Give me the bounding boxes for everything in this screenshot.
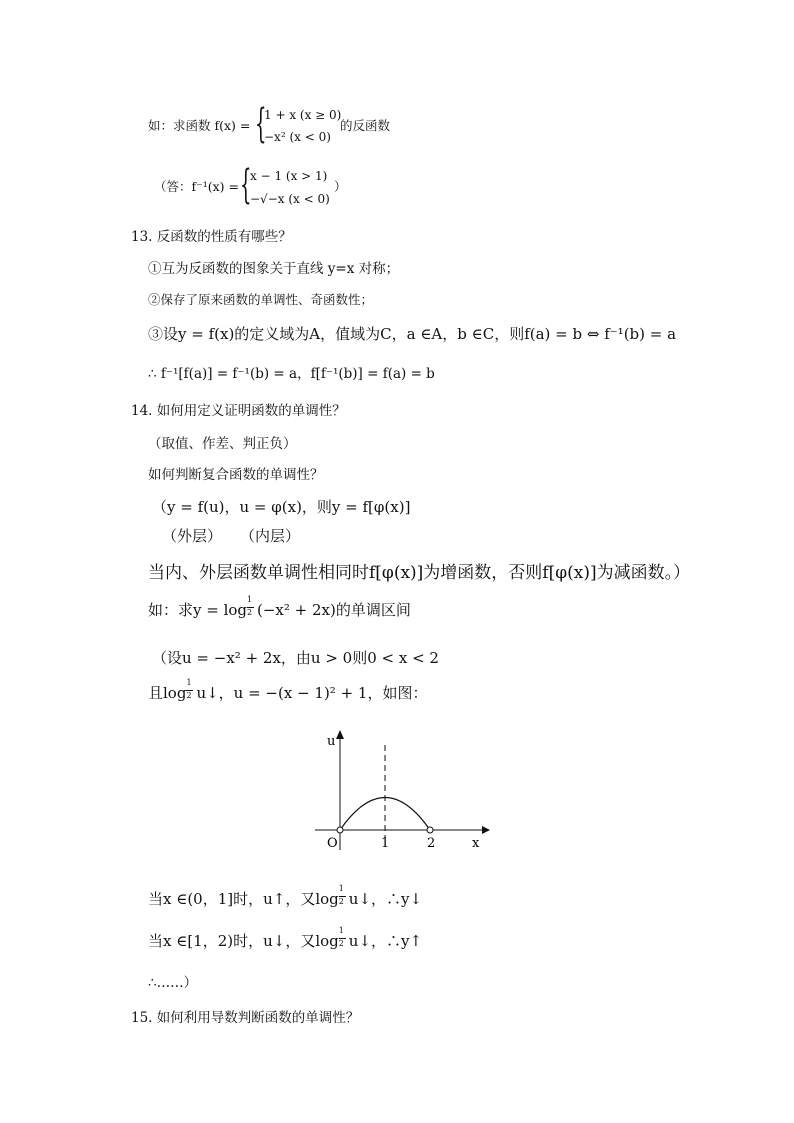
answer1-case2: −√−x (x < 0) — [250, 192, 330, 206]
parabola-graph — [300, 725, 500, 855]
q14-example — [148, 595, 411, 619]
q14-sub-question: 如何判断复合函数的单调性？ — [148, 467, 324, 483]
y-axis-arrow — [336, 730, 344, 739]
q14-layer-inner: （内层） — [240, 527, 301, 545]
q14-method: （取值、作差、判正负） — [148, 436, 297, 452]
example1-case1: 1 + x (x ≥ 0) — [264, 108, 342, 122]
q14-and-suffix: u↓，u = −(x − 1)² + 1，如图： — [196, 684, 428, 702]
q14-let-line: （设u = −x² + 2x，由u > 0则0 < x < 2 — [152, 649, 439, 667]
log-base-fraction: $\frac{1}{2}$ — [338, 884, 344, 906]
answer1-suffix: ） — [334, 179, 347, 194]
q14-and-prefix: 且log — [148, 684, 187, 702]
q14-composite: （y = f(u)，u = φ(x)，则y = f[φ(x)] — [152, 498, 411, 516]
q13-conclusion: ∴ f⁻¹[f(a)] = f⁻¹(b) = a，f[f⁻¹(b)] = f(a) = b — [148, 366, 435, 382]
answer1-brace: { — [240, 162, 252, 208]
log-base-fraction: $\frac{1}{2}$ — [338, 926, 344, 948]
q14-example-prefix: 如：求y = log — [148, 601, 248, 619]
q13-property-2: ②保存了原来函数的单调性、奇函数性； — [148, 292, 374, 307]
log-base-fraction: $\frac{1}{2}$ — [186, 678, 192, 700]
answer1-case1: x − 1 (x > 1) — [250, 169, 328, 183]
origin-label: O — [327, 836, 338, 851]
tick-label-2: 2 — [427, 836, 436, 851]
log-base-fraction: $\frac{1}{2}$ — [247, 595, 253, 617]
q14-and-line — [148, 678, 428, 702]
example1-case2: −x² (x < 0) — [264, 130, 331, 144]
q14-layer-outer: （外层） — [162, 527, 223, 545]
tick-label-1: 1 — [381, 836, 390, 851]
q15-title: 15. 如何利用导数判断函数的单调性？ — [131, 1010, 360, 1026]
example1-prefix: 如：求函数 f(x) = — [148, 118, 251, 133]
q14-rule: 当内、外层函数单调性相同时f[φ(x)]为增函数，否则f[φ(x)]为减函数。） — [148, 563, 691, 583]
q13-title: 13. 反函数的性质有哪些？ — [131, 229, 292, 245]
q14-case-a-prefix: 当x ∈(0，1]时，u↑，又log — [148, 890, 339, 908]
q14-case-a — [148, 884, 423, 908]
q13-property-1: ①互为反函数的图象关于直线 y=x 对称； — [148, 261, 400, 277]
origin-point — [337, 827, 343, 833]
q14-case-a-suffix: u↓，∴y↓ — [348, 890, 423, 908]
example1-brace: { — [255, 101, 267, 147]
answer1-prefix: （答：f⁻¹(x) = — [154, 179, 239, 194]
example1-suffix: 的反函数 — [340, 118, 391, 133]
q14-title: 14. 如何用定义证明函数的单调性？ — [131, 403, 346, 419]
point-two — [427, 827, 433, 833]
q14-ellipsis: ∴……） — [148, 975, 198, 991]
q14-case-b-prefix: 当x ∈[1，2)时，u↓，又log — [148, 932, 339, 950]
y-axis-label: u — [327, 734, 336, 749]
q14-case-b — [148, 926, 423, 950]
q13-property-3: ③设y = f(x)的定义域为A，值域为C，a ∈A，b ∈C，则f(a) = b ⇔ f⁻¹(b) = a — [148, 325, 677, 343]
q14-example-suffix: (−x² + 2x)的单调区间 — [257, 601, 411, 619]
x-axis-label: x — [472, 836, 480, 851]
q14-case-b-suffix: u↓，∴y↑ — [348, 932, 423, 950]
x-axis-arrow — [482, 826, 490, 834]
